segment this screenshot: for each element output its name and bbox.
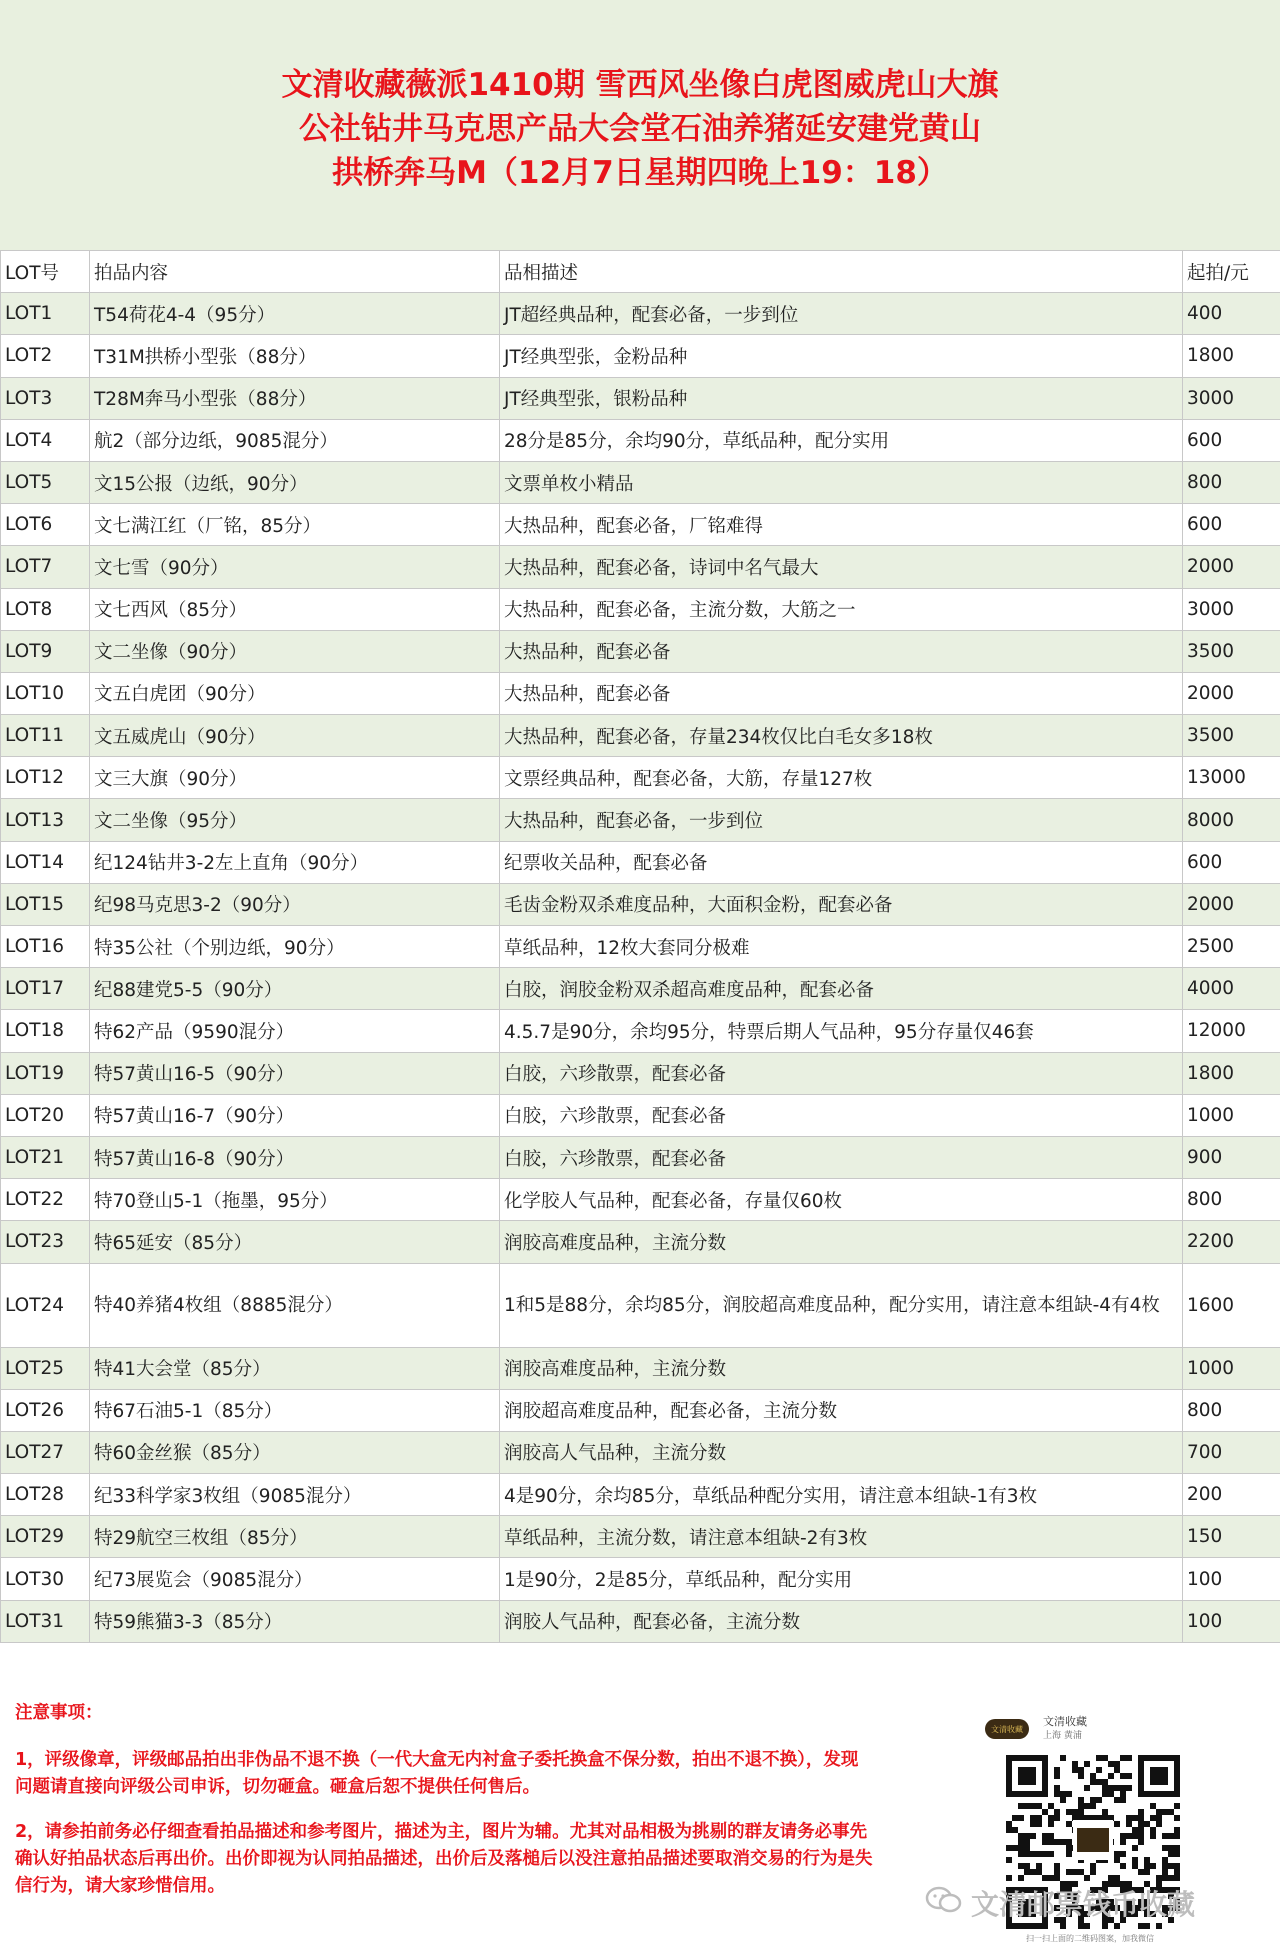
lot-price-cell: 600 — [1183, 419, 1280, 461]
lot-price-cell: 800 — [1183, 461, 1280, 503]
lot-price-cell: 800 — [1183, 1179, 1280, 1221]
table-row — [1, 335, 1280, 377]
lot-number-cell: LOT11 — [1, 715, 90, 757]
lot-price-cell: 8000 — [1183, 799, 1280, 841]
lot-number-cell: LOT13 — [1, 799, 90, 841]
lot-content-cell: T54荷花4-4（95分） — [90, 293, 500, 335]
lot-description-cell: 白胶，六珍散票，配套必备 — [500, 1094, 1183, 1136]
lot-number-cell: LOT12 — [1, 757, 90, 799]
table-row — [1, 419, 1280, 461]
lot-description-cell: 润胶高难度品种，主流分数 — [500, 1347, 1183, 1389]
lot-content-cell: 文七雪（90分） — [90, 546, 500, 588]
table-row — [1, 1221, 1280, 1263]
table-row — [1, 968, 1280, 1010]
col-header-lot: LOT号 — [1, 251, 90, 293]
lot-number-cell: LOT14 — [1, 841, 90, 883]
lot-price-cell: 400 — [1183, 293, 1280, 335]
lot-description-cell: JT经典型张，金粉品种 — [500, 335, 1183, 377]
table-row — [1, 757, 1280, 799]
lot-content-cell: 文二坐像（95分） — [90, 799, 500, 841]
lot-number-cell: LOT27 — [1, 1431, 90, 1473]
lot-price-cell: 200 — [1183, 1474, 1280, 1516]
lot-content-cell: 纪33科学家3枚组（9085混分） — [90, 1474, 500, 1516]
lot-description-cell: 大热品种，配套必备，厂铭难得 — [500, 504, 1183, 546]
lot-number-cell: LOT22 — [1, 1179, 90, 1221]
lot-number-cell: LOT7 — [1, 546, 90, 588]
lot-content-cell: 特57黄山16-7（90分） — [90, 1094, 500, 1136]
lot-number-cell: LOT1 — [1, 293, 90, 335]
lot-price-cell: 3000 — [1183, 588, 1280, 630]
lot-content-cell: 文七满江红（厂铭，85分） — [90, 504, 500, 546]
notes-section — [15, 1700, 875, 1918]
lot-number-cell: LOT26 — [1, 1389, 90, 1431]
lot-number-cell: LOT23 — [1, 1221, 90, 1263]
lot-price-cell: 2200 — [1183, 1221, 1280, 1263]
table-row — [1, 461, 1280, 503]
lot-description-cell: 大热品种，配套必备，主流分数，大筋之一 — [500, 588, 1183, 630]
table-row — [1, 293, 1280, 335]
table-row — [1, 841, 1280, 883]
lot-content-cell: 纪73展览会（9085混分） — [90, 1558, 500, 1600]
lot-description-cell: 大热品种，配套必备，一步到位 — [500, 799, 1183, 841]
lot-content-cell: 特57黄山16-8（90分） — [90, 1136, 500, 1178]
table-header-row — [1, 251, 1280, 293]
lot-number-cell: LOT3 — [1, 377, 90, 419]
lot-description-cell: JT经典型张，银粉品种 — [500, 377, 1183, 419]
lot-price-cell: 700 — [1183, 1431, 1280, 1473]
page-header — [0, 0, 1280, 250]
lot-content-cell: 特70登山5-1（拖墨，95分） — [90, 1179, 500, 1221]
lot-description-cell: 纪票收关品种，配套必备 — [500, 841, 1183, 883]
notes-item-1: 1，评级像章，评级邮品拍出非伪品不退不换（一代大盒无内衬盒子委托换盒不保分数，拍出不退不换），发现问题请直接向评级公司申诉，切勿砸盒。砸盒后恕不提供任何售后。 — [15, 1750, 859, 1797]
lot-content-cell: T28M奔马小型张（88分） — [90, 377, 500, 419]
lot-description-cell: 润胶人气品种，配套必备，主流分数 — [500, 1600, 1183, 1642]
lot-description-cell: JT超经典品种，配套必备，一步到位 — [500, 293, 1183, 335]
shop-name: 文清收藏 — [1043, 1715, 1087, 1728]
table-row — [1, 1094, 1280, 1136]
lot-description-cell: 4.5.7是90分，余均95分，特票后期人气品种，95分存量仅46套 — [500, 1010, 1183, 1052]
col-header-description: 品相描述 — [500, 251, 1183, 293]
lot-content-cell: 航2（部分边纸，9085混分） — [90, 419, 500, 461]
lot-content-cell: 文15公报（边纸，90分） — [90, 461, 500, 503]
lot-price-cell: 3500 — [1183, 630, 1280, 672]
table-row — [1, 799, 1280, 841]
title-line-3: 拱桥奔马M（12月7日星期四晚上19：18） — [332, 155, 948, 191]
lot-content-cell: T31M拱桥小型张（88分） — [90, 335, 500, 377]
lot-content-cell: 特35公社（个别边纸，90分） — [90, 926, 500, 968]
shop-logo: 文清收藏 — [985, 1719, 1029, 1739]
lot-content-cell: 纪124钻井3-2左上直角（90分） — [90, 841, 500, 883]
lot-price-cell: 13000 — [1183, 757, 1280, 799]
lot-content-cell: 文二坐像（90分） — [90, 630, 500, 672]
table-row — [1, 1600, 1280, 1642]
lot-description-cell: 4是90分，余均85分，草纸品种配分实用，请注意本组缺-1有3枚 — [500, 1474, 1183, 1516]
lot-price-cell: 150 — [1183, 1516, 1280, 1558]
lot-content-cell: 特41大会堂（85分） — [90, 1347, 500, 1389]
lot-number-cell: LOT2 — [1, 335, 90, 377]
lot-price-cell: 2000 — [1183, 546, 1280, 588]
lot-content-cell: 特60金丝猴（85分） — [90, 1431, 500, 1473]
lot-number-cell: LOT5 — [1, 461, 90, 503]
table-row — [1, 1136, 1280, 1178]
lot-description-cell: 白胶，润胶金粉双杀超高难度品种，配套必备 — [500, 968, 1183, 1010]
lot-description-cell: 毛齿金粉双杀难度品种，大面积金粉，配套必备 — [500, 883, 1183, 925]
lot-number-cell: LOT10 — [1, 672, 90, 714]
watermark — [925, 1885, 1195, 1921]
lot-price-cell: 100 — [1183, 1600, 1280, 1642]
lot-price-cell: 1000 — [1183, 1094, 1280, 1136]
notes-title: 注意事项： — [15, 1703, 103, 1723]
notes-item-2: 2，请参拍前务必仔细查看拍品描述和参考图片，描述为主，图片为辅。尤其对品相极为挑剔的群友请务必事先确认好拍品状态后再出价。出价即视为认同拍品描述，出价后及落槌后以没注意拍品描述要取消交易的行为是失信行为，请大家珍惜信用。 — [15, 1822, 873, 1896]
lot-description-cell: 草纸品种，主流分数，请注意本组缺-2有3枚 — [500, 1516, 1183, 1558]
lot-price-cell: 100 — [1183, 1558, 1280, 1600]
lot-content-cell: 文七西风（85分） — [90, 588, 500, 630]
lot-price-cell: 600 — [1183, 504, 1280, 546]
lot-price-cell: 900 — [1183, 1136, 1280, 1178]
watermark-text: 文清邮票钱币收藏 — [971, 1888, 1196, 1921]
lot-content-cell: 文三大旗（90分） — [90, 757, 500, 799]
table-row — [1, 1347, 1280, 1389]
lot-number-cell: LOT6 — [1, 504, 90, 546]
lot-number-cell: LOT19 — [1, 1052, 90, 1094]
lot-content-cell: 文五白虎团（90分） — [90, 672, 500, 714]
table-row — [1, 926, 1280, 968]
lot-content-cell: 文五威虎山（90分） — [90, 715, 500, 757]
lot-number-cell: LOT18 — [1, 1010, 90, 1052]
lot-description-cell: 大热品种，配套必备，诗词中名气最大 — [500, 546, 1183, 588]
lot-number-cell: LOT31 — [1, 1600, 90, 1642]
table-row — [1, 1179, 1280, 1221]
table-row — [1, 630, 1280, 672]
table-row — [1, 1431, 1280, 1473]
lot-description-cell: 化学胶人气品种，配套必备，存量仅60枚 — [500, 1179, 1183, 1221]
lot-content-cell: 特62产品（9590混分） — [90, 1010, 500, 1052]
lot-description-cell: 1和5是88分，余均85分，润胶超高难度品种，配分实用，请注意本组缺-4有4枚 — [500, 1263, 1183, 1347]
lot-content-cell: 特40养猪4枚组（8885混分） — [90, 1263, 500, 1347]
lot-price-cell: 800 — [1183, 1389, 1280, 1431]
table-row — [1, 715, 1280, 757]
shop-location: 上海 黄浦 — [1043, 1731, 1082, 1741]
lot-number-cell: LOT30 — [1, 1558, 90, 1600]
lot-number-cell: LOT8 — [1, 588, 90, 630]
lot-number-cell: LOT17 — [1, 968, 90, 1010]
table-row — [1, 1516, 1280, 1558]
lot-content-cell: 纪88建党5-5（90分） — [90, 968, 500, 1010]
lot-table-body — [1, 293, 1280, 1643]
lot-description-cell: 大热品种，配套必备，存量234枚仅比白毛女多18枚 — [500, 715, 1183, 757]
lot-description-cell: 28分是85分，余均90分，草纸品种，配分实用 — [500, 419, 1183, 461]
lot-description-cell: 白胶，六珍散票，配套必备 — [500, 1052, 1183, 1094]
lot-description-cell: 润胶超高难度品种，配套必备，主流分数 — [500, 1389, 1183, 1431]
col-header-price: 起拍/元 — [1183, 251, 1280, 293]
table-row — [1, 1558, 1280, 1600]
lot-price-cell: 3500 — [1183, 715, 1280, 757]
lot-content-cell: 纪98马克思3-2（90分） — [90, 883, 500, 925]
lot-price-cell: 4000 — [1183, 968, 1280, 1010]
lot-number-cell: LOT28 — [1, 1474, 90, 1516]
lot-number-cell: LOT4 — [1, 419, 90, 461]
table-row — [1, 1389, 1280, 1431]
qr-caption: 扫一扫上面的二维码图案，加我微信 — [1026, 1934, 1154, 1943]
table-row — [1, 504, 1280, 546]
table-row — [1, 1010, 1280, 1052]
lot-price-cell: 1800 — [1183, 335, 1280, 377]
lot-table — [0, 250, 1280, 1643]
lot-price-cell: 1600 — [1183, 1263, 1280, 1347]
lot-number-cell: LOT16 — [1, 926, 90, 968]
col-header-content: 拍品内容 — [90, 251, 500, 293]
lot-price-cell: 2500 — [1183, 926, 1280, 968]
table-row — [1, 672, 1280, 714]
lot-price-cell: 12000 — [1183, 1010, 1280, 1052]
lot-number-cell: LOT25 — [1, 1347, 90, 1389]
lot-price-cell: 1800 — [1183, 1052, 1280, 1094]
lot-description-cell: 草纸品种，12枚大套同分极难 — [500, 926, 1183, 968]
lot-number-cell: LOT29 — [1, 1516, 90, 1558]
table-row — [1, 377, 1280, 419]
lot-price-cell: 2000 — [1183, 883, 1280, 925]
lot-number-cell: LOT24 — [1, 1263, 90, 1347]
lot-content-cell: 特59熊猫3-3（85分） — [90, 1600, 500, 1642]
lot-price-cell: 3000 — [1183, 377, 1280, 419]
lot-description-cell: 润胶高难度品种，主流分数 — [500, 1221, 1183, 1263]
lot-price-cell: 2000 — [1183, 672, 1280, 714]
lot-content-cell: 特67石油5-1（85分） — [90, 1389, 500, 1431]
lot-description-cell: 文票单枚小精品 — [500, 461, 1183, 503]
lot-description-cell: 润胶高人气品种，主流分数 — [500, 1431, 1183, 1473]
table-row — [1, 1052, 1280, 1094]
lot-content-cell: 特29航空三枚组（85分） — [90, 1516, 500, 1558]
table-row — [1, 546, 1280, 588]
title-line-2: 公社钻井马克思产品大会堂石油养猪延安建党黄山 — [299, 111, 981, 147]
table-row — [1, 588, 1280, 630]
lot-price-cell: 600 — [1183, 841, 1280, 883]
table-row — [1, 1474, 1280, 1516]
lot-number-cell: LOT15 — [1, 883, 90, 925]
lot-number-cell: LOT9 — [1, 630, 90, 672]
lot-number-cell: LOT21 — [1, 1136, 90, 1178]
lot-price-cell: 1000 — [1183, 1347, 1280, 1389]
lot-description-cell: 1是90分，2是85分，草纸品种，配分实用 — [500, 1558, 1183, 1600]
table-row — [1, 1263, 1280, 1347]
lot-description-cell: 大热品种，配套必备 — [500, 630, 1183, 672]
wechat-icon — [925, 1885, 963, 1922]
lot-description-cell: 白胶，六珍散票，配套必备 — [500, 1136, 1183, 1178]
table-row — [1, 883, 1280, 925]
lot-number-cell: LOT20 — [1, 1094, 90, 1136]
lot-description-cell: 文票经典品种，配套必备，大筋，存量127枚 — [500, 757, 1183, 799]
title-line-1: 文清收藏薇派1410期 雪西风坐像白虎图威虎山大旗 — [281, 67, 999, 103]
lot-content-cell: 特57黄山16-5（90分） — [90, 1052, 500, 1094]
lot-description-cell: 大热品种，配套必备 — [500, 672, 1183, 714]
lot-content-cell: 特65延安（85分） — [90, 1221, 500, 1263]
